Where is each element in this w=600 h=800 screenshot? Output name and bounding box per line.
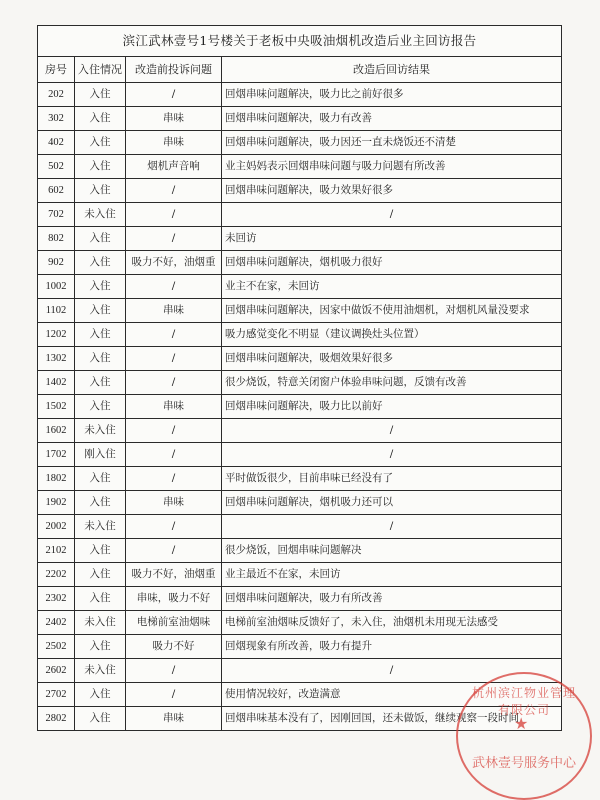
- room-number-cell: 2202: [38, 563, 75, 587]
- table-row: [38, 563, 562, 587]
- table-row: [38, 323, 562, 347]
- room-number-cell: 1602: [38, 419, 75, 443]
- occupancy-status-cell: 未入住: [75, 203, 126, 227]
- occupancy-status-cell: 入住: [75, 683, 126, 707]
- visit-result-cell: 回烟串味问题解决，烟机吸力很好: [222, 251, 562, 275]
- room-number-cell: 1802: [38, 467, 75, 491]
- table-row: [38, 419, 562, 443]
- occupancy-status-cell: 入住: [75, 323, 126, 347]
- table-row: [38, 203, 562, 227]
- table-row: [38, 371, 562, 395]
- complaint-cell: /: [126, 179, 222, 203]
- table-row: [38, 635, 562, 659]
- report-page: [37, 25, 561, 731]
- complaint-cell: /: [126, 371, 222, 395]
- seal-service-center: 武林壹号服务中心: [471, 756, 576, 771]
- room-number-cell: 2002: [38, 515, 75, 539]
- visit-result-cell: 回烟串味问题解决，吸力有所改善: [222, 587, 562, 611]
- table-row: [38, 443, 562, 467]
- table-row: [38, 707, 562, 731]
- room-number-cell: 2602: [38, 659, 75, 683]
- visit-result-cell: 电梯前室油烟味反馈好了，未入住，油烟机未用现无法感受: [222, 611, 562, 635]
- occupancy-status-cell: 入住: [75, 587, 126, 611]
- room-number-cell: 1902: [38, 491, 75, 515]
- header-status: 入住情况: [75, 57, 126, 83]
- visit-result-cell: 回烟串味问题解决，吸力有改善: [222, 107, 562, 131]
- occupancy-status-cell: 入住: [75, 539, 126, 563]
- visit-result-cell: 回烟串味问题解决，吸力效果好很多: [222, 179, 562, 203]
- header-result: 改造后回访结果: [222, 57, 562, 83]
- table-row: [38, 155, 562, 179]
- visit-result-cell: 回烟现象有所改善，吸力有提升: [222, 635, 562, 659]
- room-number-cell: 2502: [38, 635, 75, 659]
- occupancy-status-cell: 入住: [75, 491, 126, 515]
- visit-result-cell: /: [222, 203, 562, 227]
- complaint-cell: 串味: [126, 299, 222, 323]
- room-number-cell: 1502: [38, 395, 75, 419]
- room-number-cell: 2102: [38, 539, 75, 563]
- complaint-cell: 串味: [126, 491, 222, 515]
- room-number-cell: 1202: [38, 323, 75, 347]
- room-number-cell: 602: [38, 179, 75, 203]
- table-body: [38, 83, 562, 731]
- visit-result-cell: 回烟串味问题解决，吸力比以前好: [222, 395, 562, 419]
- room-number-cell: 1302: [38, 347, 75, 371]
- occupancy-status-cell: 入住: [75, 635, 126, 659]
- visit-report-table: [37, 25, 562, 731]
- occupancy-status-cell: 入住: [75, 179, 126, 203]
- visit-result-cell: 回烟串味问题解决，吸烟效果好很多: [222, 347, 562, 371]
- table-row: [38, 395, 562, 419]
- occupancy-status-cell: 入住: [75, 227, 126, 251]
- table-row: [38, 251, 562, 275]
- complaint-cell: 串味，吸力不好: [126, 587, 222, 611]
- occupancy-status-cell: 刚入住: [75, 443, 126, 467]
- table-row: [38, 515, 562, 539]
- visit-result-cell: 回烟串味问题解决，吸力比之前好很多: [222, 83, 562, 107]
- room-number-cell: 1402: [38, 371, 75, 395]
- occupancy-status-cell: 入住: [75, 155, 126, 179]
- occupancy-status-cell: 未入住: [75, 659, 126, 683]
- visit-result-cell: 回烟串味问题解决，因家中做饭不使用油烟机，对烟机风量没要求: [222, 299, 562, 323]
- room-number-cell: 2302: [38, 587, 75, 611]
- complaint-cell: 烟机声音响: [126, 155, 222, 179]
- complaint-cell: 串味: [126, 707, 222, 731]
- table-row: [38, 179, 562, 203]
- visit-result-cell: 业主不在家，未回访: [222, 275, 562, 299]
- complaint-cell: /: [126, 515, 222, 539]
- occupancy-status-cell: 入住: [75, 347, 126, 371]
- complaint-cell: /: [126, 323, 222, 347]
- room-number-cell: 1002: [38, 275, 75, 299]
- complaint-cell: /: [126, 227, 222, 251]
- room-number-cell: 802: [38, 227, 75, 251]
- visit-result-cell: 业主最近不在家，未回访: [222, 563, 562, 587]
- room-number-cell: 702: [38, 203, 75, 227]
- room-number-cell: 402: [38, 131, 75, 155]
- table-row: [38, 227, 562, 251]
- table-row: [38, 275, 562, 299]
- table-row: [38, 659, 562, 683]
- complaint-cell: 吸力不好: [126, 635, 222, 659]
- visit-result-cell: 业主妈妈表示回烟串味问题与吸力问题有所改善: [222, 155, 562, 179]
- complaint-cell: 电梯前室油烟味: [126, 611, 222, 635]
- complaint-cell: 串味: [126, 131, 222, 155]
- header-complaint: 改造前投诉问题: [126, 57, 222, 83]
- occupancy-status-cell: 入住: [75, 707, 126, 731]
- occupancy-status-cell: 入住: [75, 467, 126, 491]
- room-number-cell: 302: [38, 107, 75, 131]
- occupancy-status-cell: 未入住: [75, 419, 126, 443]
- table-row: [38, 491, 562, 515]
- table-row: [38, 587, 562, 611]
- visit-result-cell: 平时做饭很少，目前串味已经没有了: [222, 467, 562, 491]
- seal-star-icon: ★: [514, 714, 529, 733]
- room-number-cell: 1102: [38, 299, 75, 323]
- occupancy-status-cell: 入住: [75, 371, 126, 395]
- table-row: [38, 131, 562, 155]
- visit-result-cell: 很少烧饭，回烟串味问题解决: [222, 539, 562, 563]
- complaint-cell: /: [126, 347, 222, 371]
- visit-result-cell: /: [222, 443, 562, 467]
- header-room: 房号: [38, 57, 75, 83]
- table-row: [38, 611, 562, 635]
- visit-result-cell: /: [222, 659, 562, 683]
- table-row: [38, 299, 562, 323]
- visit-result-cell: /: [222, 419, 562, 443]
- complaint-cell: /: [126, 419, 222, 443]
- visit-result-cell: 回烟串味问题解决，烟机吸力还可以: [222, 491, 562, 515]
- visit-result-cell: 未回访: [222, 227, 562, 251]
- table-row: [38, 83, 562, 107]
- complaint-cell: /: [126, 659, 222, 683]
- occupancy-status-cell: 入住: [75, 563, 126, 587]
- title-row: [38, 26, 562, 57]
- complaint-cell: 吸力不好，油烟重: [126, 251, 222, 275]
- visit-result-cell: 回烟串味问题解决，吸力因还一直未烧饭还不清楚: [222, 131, 562, 155]
- room-number-cell: 902: [38, 251, 75, 275]
- occupancy-status-cell: 入住: [75, 131, 126, 155]
- occupancy-status-cell: 入住: [75, 107, 126, 131]
- table-row: [38, 683, 562, 707]
- room-number-cell: 2702: [38, 683, 75, 707]
- occupancy-status-cell: 入住: [75, 251, 126, 275]
- visit-result-cell: 吸力感觉变化不明显（建议调换灶头位置）: [222, 323, 562, 347]
- visit-result-cell: /: [222, 515, 562, 539]
- visit-result-cell: 使用情况较好，改造满意: [222, 683, 562, 707]
- room-number-cell: 2802: [38, 707, 75, 731]
- occupancy-status-cell: 入住: [75, 395, 126, 419]
- visit-result-cell: 很少烧饭，特意关闭窗户体验串味问题，反馈有改善: [222, 371, 562, 395]
- occupancy-status-cell: 未入住: [75, 611, 126, 635]
- occupancy-status-cell: 入住: [75, 83, 126, 107]
- complaint-cell: 串味: [126, 107, 222, 131]
- complaint-cell: /: [126, 83, 222, 107]
- complaint-cell: /: [126, 683, 222, 707]
- table-row: [38, 467, 562, 491]
- complaint-cell: 吸力不好，油烟重: [126, 563, 222, 587]
- occupancy-status-cell: 未入住: [75, 515, 126, 539]
- room-number-cell: 1702: [38, 443, 75, 467]
- room-number-cell: 202: [38, 83, 75, 107]
- complaint-cell: /: [126, 443, 222, 467]
- table-row: [38, 539, 562, 563]
- report-title: 滨江武林壹号1号楼关于老板中央吸油烟机改造后业主回访报告: [38, 26, 562, 57]
- complaint-cell: /: [126, 467, 222, 491]
- occupancy-status-cell: 入住: [75, 299, 126, 323]
- occupancy-status-cell: 入住: [75, 275, 126, 299]
- complaint-cell: /: [126, 203, 222, 227]
- table-row: [38, 347, 562, 371]
- table-row: [38, 107, 562, 131]
- seal-company-name: 杭州滨江物业管理有限公司: [471, 686, 576, 717]
- complaint-cell: /: [126, 539, 222, 563]
- complaint-cell: /: [126, 275, 222, 299]
- room-number-cell: 502: [38, 155, 75, 179]
- header-row: [38, 57, 562, 83]
- room-number-cell: 2402: [38, 611, 75, 635]
- complaint-cell: 串味: [126, 395, 222, 419]
- visit-result-cell: 回烟串味基本没有了，因刚回国，还未做饭，继续观察一段时间: [222, 707, 562, 731]
